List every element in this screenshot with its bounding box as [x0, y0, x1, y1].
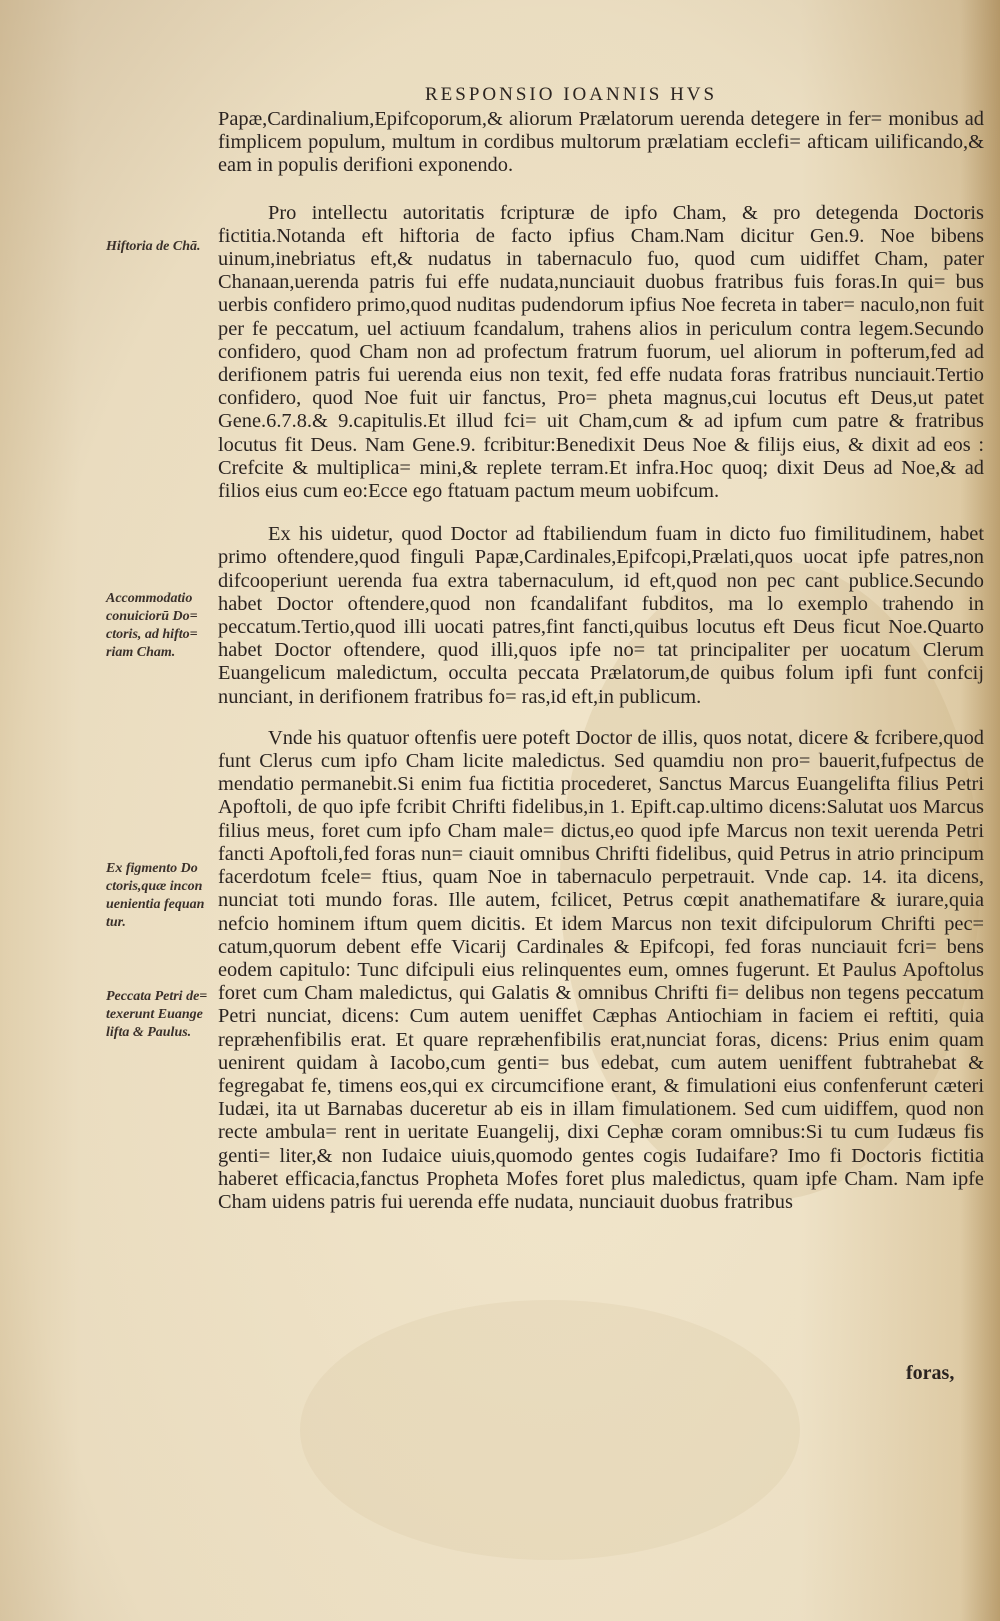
- running-head: RESPONSIO IOANNIS HVS: [425, 84, 718, 105]
- marginal-note-1: Hiftoria de Chā.: [106, 239, 201, 254]
- paragraph-3: Ex his uidetur, quod Doctor ad ftabiliendum fuam in dicto fuo fimilitudinem, habet primo oftendere,quod finguli Papæ,Cardinales,Epifcopi,Prælati,quos uocat ipfe patres,non difcooperiunt uerenda fua extra tabernaculum, id eft,quod non pec cant publice.Secundo habet Doctor oftendere,quod non fcandalifant fubditos, ma lo exemplo trahendo in peccatum.Tertio,quod illi uocati patres,fint fancti,quibus locutus eft Deus ficut Noe.Quarto habet Doctor oftendere, quod illi,quos ipfe no= tat principaliter per uocatum Clerum Euangelicum maledictum, occulta peccata Prælatorum,de quibus folum ipfi funt confcij nunciant, in derifionem fratribus fo= ras,id eft,in publicum.: [218, 523, 984, 708]
- marginal-note-4: Peccata Petri de= texerunt Euange lifta & Paulus.: [106, 989, 208, 1040]
- water-stain: [300, 1300, 800, 1560]
- paragraph-4: Vnde his quatuor oftenfis uere poteft Doctor de illis, quos notat, dicere & fcribere,quod funt Clerus cum ipfo Cham licite maledictus. Sed quamdiu non pro= bauerit,fufpectus de mendatio permanebit.Si enim fua fictitia procederet, Sanctus Marcus Euangelifta filius Petri Apoftoli, de quo ipfe fcribit Chrifti fidelibus,in 1. Epift.cap.ultimo dicens:Salutat uos Marcus filius meus, foret cum ipfo Cham male= dictus,eo quod ipfe Marcus non texit uerenda Petri fancti Apoftoli,fed foras nun= ciauit omnibus Chrifti fidelibus, quid Petrus in atrio principum facerdotum fcele= ftius, quam Noe in tabernaculo perpetrauit. Vnde cap. 14. ita dicens, nunciat toti mundo foras. Ille autem, fcilicet, Petrus cœpit anathematifare & iurare,quia nefcio hominem iftum quem dicitis. Et idem Marcus non texit difcipulorum Chrifti pec= catum,quorum debent effe Vicarij Cardinales & Epifcopi, fed foras nunciauit fcri= bens eodem capitulo: Tunc difcipuli eius relinquentes eum, omnes fugerunt. Et Paulus Apoftolus foret cum Cham maledictus, qui Galatis & omnibus Chrifti fi= delibus non tegens peccatum Petri nunciat, dicens: Cum autem ueniffet Cæphas Antiochiam in faciem ei reftiti, quia repræhenfibilis erat. Et quare repræhenfibilis erat,nunciat foras, dicens: Prius enim quam uenirent quidam à Iacobo,cum genti= bus edebat, cum autem ueniffent fubtrahebat & fegregabat fe, timens eos,qui ex circumcifione erant, & fimulationi eius confenferunt cæteri Iudæi, ita ut Barnabas duceretur ab eis in illam fimulationem. Sed cum uidiffem, quod non recte ambula= rent in ueritate Euangelij, dixi Cephæ coram omnibus:Si tu cum Iudæus fis genti= liter,& non Iudaice uiuis,quomodo gentes cogis Iudaifare? Imo fi Doctoris fictitia haberet efficacia,fanctus Propheta Mofes foret plus maledictus, quam ipfe Cham. Nam ipfe Cham uidens patris fui uerenda effe nudata, nunciauit duobus fratribus: [218, 726, 984, 1213]
- catchword: foras,: [906, 1362, 955, 1384]
- marginal-note-2: Accommodatio conuiciorū Do= ctoris, ad hifto= riam Cham.: [106, 591, 198, 660]
- paragraph-1: Papæ,Cardinalium,Epifcoporum,& aliorum Prælatorum uerenda detegere in fer= monibus ad fimplicem populum, multum in cordibus multorum prælatiam ecclefi= afticam uilificando,& eam in populis derifioni exponendo.: [218, 108, 984, 177]
- paragraph-2: Pro intellectu autoritatis fcripturæ de ipfo Cham, & pro detegenda Doctoris fictitia.Notanda eft hiftoria de facto ipfius Cham.Nam dicitur Gen.9. Noe bibens uinum,inebriatus eft,& nudatus in tabernaculo fuo, quod cum uidiffet Cham, pater Chanaan,uerenda patris fui effe nudata,nunciauit duobus fratribus fuis foras.In qui= bus uerbis confidero primo,quod nuditas pudendorum ipfius Noe fecreta in taber= naculo,non fuit per fe peccatum, uel actiuum fcandalum, trahens alios in periculum contra legem.Secundo confidero, quod Cham non ad profectum fratrum fuorum, uel aliorum in pofterum,fed ad derifionem patris fui uerenda eius non texit, fed effe nudata foras fratribus nunciauit.Tertio confidero, quod Noe fuit uir fanctus, Pro= pheta magnus,cui locutus eft Deus,ut patet Gene.6.7.8.& 9.capitulis.Et illud fci= uit Cham,cum & ad ipfum cum patre & fratribus locutus fit Deus. Nam Gene.9. fcribitur:Benedixit Deus Noe & filijs eius, & dixit ad eos : Crefcite & multiplica= mini,& replete terram.Et infra.Hoc quoq; dixit Deus ad Noe,& ad filios eius cum eo:Ecce ego ftatuam pactum meum uobifcum.: [218, 201, 984, 503]
- body-text: [218, 108, 984, 1214]
- marginal-note-3: Ex figmento Do ctoris,quæ incon uenientia fequan tur.: [106, 861, 205, 930]
